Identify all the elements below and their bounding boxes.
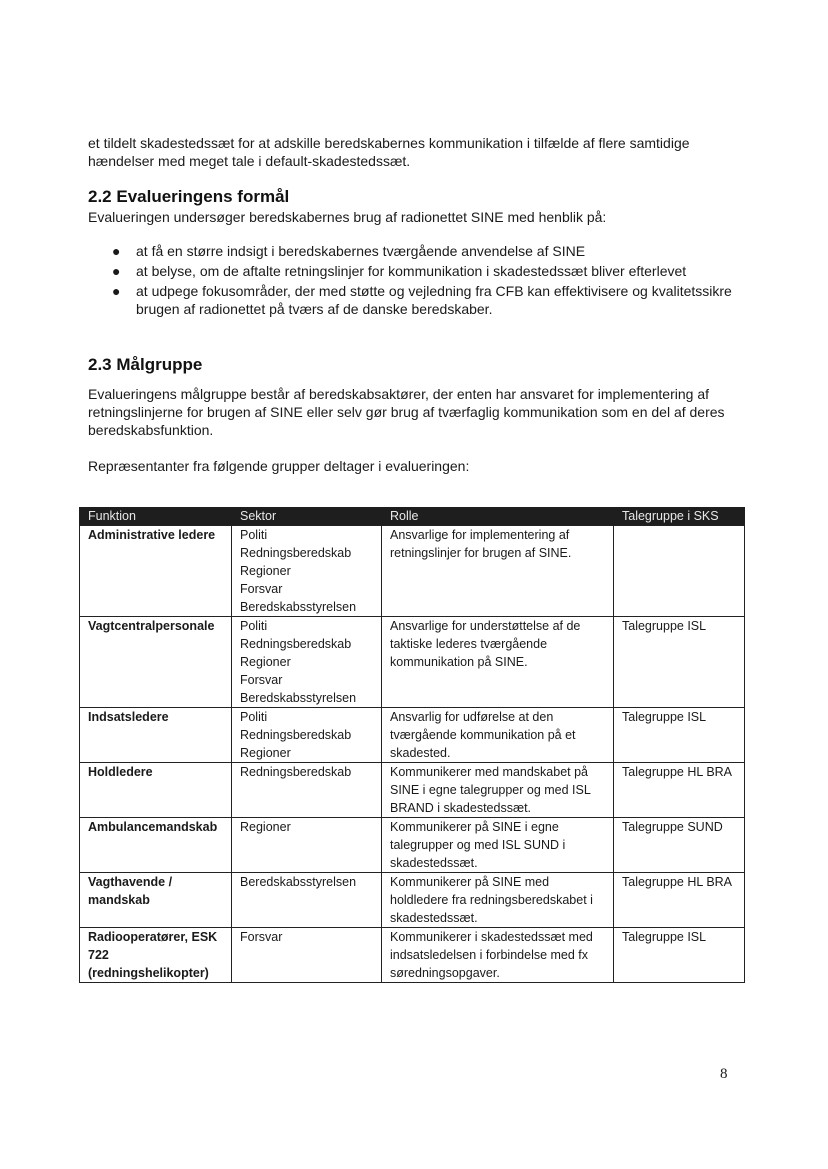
table-row (80, 617, 745, 708)
bullet-icon: ● (112, 243, 121, 259)
cell-rolle: Kommunikerer med mandskabet på SINE i egne talegrupper og med ISL BRAND i skadestedssæt. (382, 763, 614, 818)
cell-sektor: Forsvar (232, 928, 382, 983)
cell-talegruppe: Talegruppe HL BRA (614, 763, 745, 818)
list-item (112, 242, 732, 260)
column-header-rolle: Rolle (382, 507, 614, 526)
cell-rolle: Kommunikerer på SINE i egne talegrupper og med ISL SUND i skadestedssæt. (382, 818, 614, 873)
purpose-bullet-list (112, 242, 732, 320)
cell-funktion: Ambulancemandskab (80, 818, 232, 873)
table-row (80, 818, 745, 873)
section-heading-evalueringens-formaal: 2.2 Evalueringens formål (88, 187, 290, 206)
list-item (112, 262, 732, 280)
cell-talegruppe: Talegruppe ISL (614, 928, 745, 983)
list-item (112, 282, 732, 318)
section-heading-maalgruppe: 2.3 Målgruppe (88, 355, 203, 374)
table-header-row (80, 507, 745, 526)
cell-rolle: Kommunikerer i skadestedssæt med indsatsledelsen i forbindelse med fx søredningsopgaver. (382, 928, 614, 983)
table-row (80, 873, 745, 928)
cell-sektor: Regioner (232, 818, 382, 873)
cell-talegruppe: Talegruppe ISL (614, 617, 745, 708)
participant-groups-table (79, 507, 745, 983)
cell-talegruppe: Talegruppe SUND (614, 818, 745, 873)
cell-rolle: Ansvarlige for implementering af retningslinjer for brugen af SINE. (382, 526, 614, 617)
cell-funktion: Vagthavende / mandskab (80, 873, 232, 928)
bullet-text: at udpege fokusområder, der med støtte og vejledning fra CFB kan effektivisere og kvalitetssikre brugen af radionettet på tværs af de danske beredskaber. (136, 283, 732, 317)
cell-rolle: Kommunikerer på SINE med holdledere fra redningsberedskabet i skadestedssæt. (382, 873, 614, 928)
column-header-sektor: Sektor (232, 507, 382, 526)
bullet-text: at belyse, om de aftalte retningslinjer for kommunikation i skadestedssæt bliver efterlevet (136, 263, 687, 279)
bullet-icon: ● (112, 283, 121, 299)
cell-sektor: Politi Redningsberedskab Regioner (232, 708, 382, 763)
bullet-icon: ● (112, 263, 121, 279)
column-header-funktion: Funktion (80, 507, 232, 526)
section-2-3-paragraph: Evalueringens målgruppe består af beredskabsaktører, der enten har ansvaret for implementering af retningslinjerne for brugen af SINE eller selv gør brug af tværfaglig kommunikation som en del af deres beredskabsfunktion. (88, 386, 725, 438)
cell-funktion: Vagtcentralpersonale (80, 617, 232, 708)
cell-sektor: Politi Redningsberedskab Regioner Forsvar Beredskabsstyrelsen (232, 526, 382, 617)
cell-funktion: Radiooperatører, ESK 722 (redningshelikopter) (80, 928, 232, 983)
table-row (80, 526, 745, 617)
cell-sektor: Beredskabsstyrelsen (232, 873, 382, 928)
cell-funktion: Holdledere (80, 763, 232, 818)
cell-talegruppe: Talegruppe ISL (614, 708, 745, 763)
cell-rolle: Ansvarlig for udførelse at den tværgående kommunikation på et skadested. (382, 708, 614, 763)
cell-sektor: Politi Redningsberedskab Regioner Forsvar Beredskabsstyrelsen (232, 617, 382, 708)
cell-talegruppe: Talegruppe HL BRA (614, 873, 745, 928)
bullet-text: at få en større indsigt i beredskabernes tværgående anvendelse af SINE (136, 243, 586, 259)
section-2-2-lead: Evalueringen undersøger beredskabernes brug af radionettet SINE med henblik på: (88, 209, 607, 225)
intro-paragraph: et tildelt skadestedssæt for at adskille beredskabernes kommunikation i tilfælde af flere samtidige hændelser med meget tale i default-skadestedssæt. (88, 135, 690, 169)
table-row (80, 708, 745, 763)
table-row (80, 928, 745, 983)
cell-funktion: Administrative ledere (80, 526, 232, 617)
cell-talegruppe (614, 526, 745, 617)
cell-funktion: Indsatsledere (80, 708, 232, 763)
cell-sektor: Redningsberedskab (232, 763, 382, 818)
section-2-3-lead: Repræsentanter fra følgende grupper deltager i evalueringen: (88, 458, 470, 474)
page-number: 8 (720, 1066, 728, 1082)
table-row (80, 763, 745, 818)
column-header-talegruppe: Talegruppe i SKS (614, 507, 745, 526)
cell-rolle: Ansvarlige for understøttelse af de taktiske lederes tværgående kommunikation på SINE. (382, 617, 614, 708)
